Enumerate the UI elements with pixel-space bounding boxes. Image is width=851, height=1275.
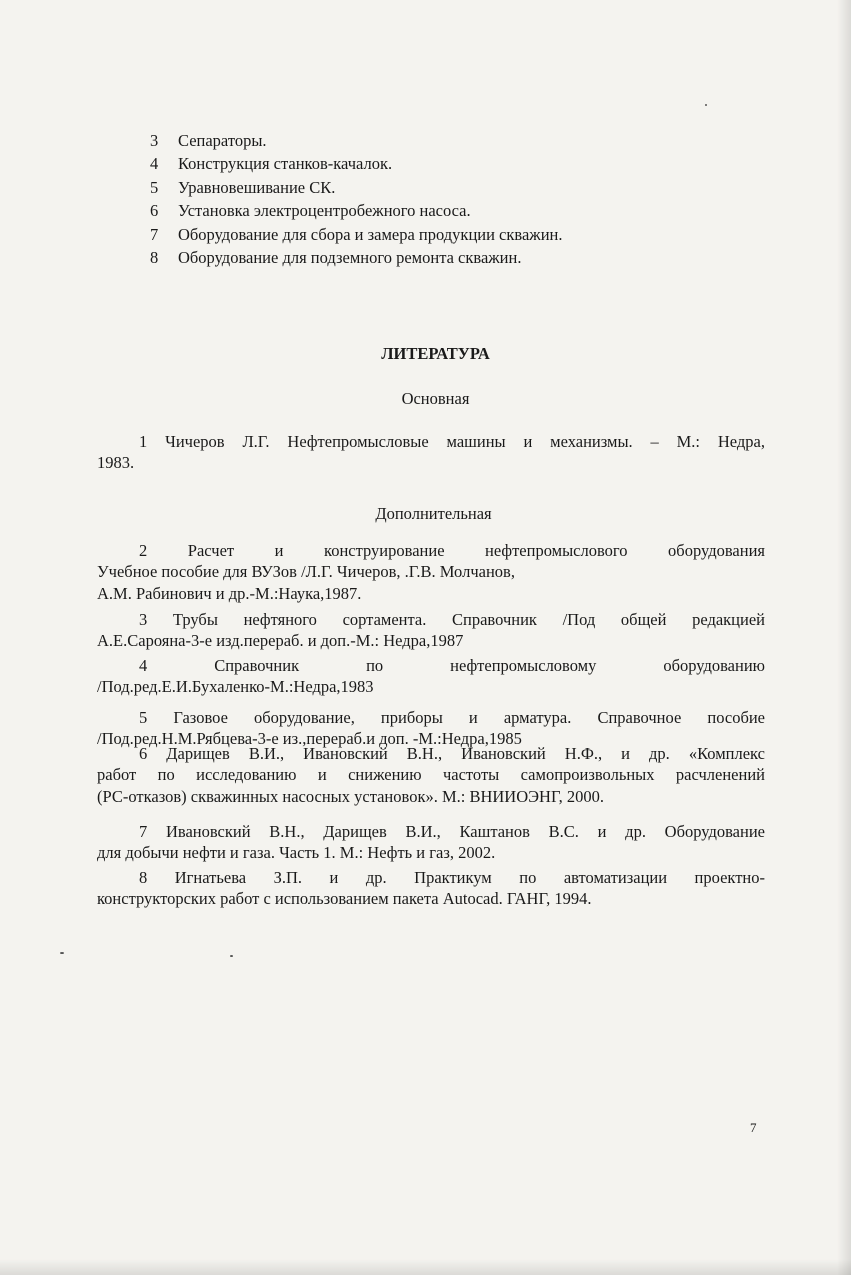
reference-line: 2 Расчет и конструирование нефтепромыслового оборудования bbox=[139, 541, 765, 560]
reference-line: 3 Трубы нефтяного сортамента. Справочник /Под общей редакцией bbox=[139, 610, 765, 629]
reference-line: работ по исследованию и снижению частоты самопроизвольных расчленений bbox=[97, 765, 765, 785]
list-item-text: Сепараторы. bbox=[178, 131, 267, 150]
reference-line: 5 Газовое оборудование, приборы и арматура. Справочное пособие bbox=[139, 708, 765, 727]
reference-line: /Под.ред.Е.И.Бухаленко-М.:Недра,1983 bbox=[97, 677, 374, 697]
reference-item bbox=[97, 867, 765, 910]
reference-line: для добычи нефти и газа. Часть 1. М.: Нефть и газ, 2002. bbox=[97, 843, 496, 863]
page-edge-shadow bbox=[0, 1259, 851, 1275]
reference-line: /Под.ред.Н.М.Рябцева-3-е из.,перераб.и доп. -М.:Недра,1985 bbox=[97, 729, 522, 749]
list-item bbox=[150, 152, 710, 175]
list-item bbox=[150, 223, 710, 246]
list-item-number: 4 bbox=[150, 154, 159, 174]
list-item-number: 6 bbox=[150, 201, 159, 221]
reference-item bbox=[97, 609, 765, 652]
list-item-text: Установка электроцентробежного насоса. bbox=[178, 201, 471, 221]
scan-speck bbox=[60, 952, 64, 954]
reference-line: 7 Ивановский В.Н., Дарищев В.И., Каштанов В.С. и др. Оборудование bbox=[139, 822, 765, 841]
list-item-number: 5 bbox=[150, 177, 159, 197]
list-item bbox=[150, 129, 710, 152]
scan-speck bbox=[705, 104, 707, 106]
topic-list bbox=[150, 129, 710, 269]
reference-line: А.Е.Сарояна-3-е изд.перераб. и доп.-М.: Недра,1987 bbox=[97, 631, 464, 651]
list-item-number: 7 bbox=[150, 224, 159, 244]
list-item bbox=[150, 176, 710, 199]
reference-item bbox=[97, 540, 765, 604]
list-item bbox=[150, 199, 710, 222]
reference-line: 8 Игнатьева З.П. и др. Практикум по автоматизации проектно- bbox=[139, 868, 765, 887]
reference-line: Учебное пособие для ВУЗов /Л.Г. Чичеров, .Г.В. Молчанов, bbox=[97, 562, 515, 582]
main-literature-heading: Основная bbox=[401, 389, 470, 408]
reference-item bbox=[97, 431, 765, 474]
additional-literature-heading: Дополнительная bbox=[375, 504, 492, 523]
scan-speck bbox=[230, 955, 233, 957]
reference-line: 6 Дарищев В.И., Ивановский В.Н., Ивановский Н.Ф., и др. «Комплекс bbox=[139, 744, 765, 763]
list-item-text: Уравновешивание СК. bbox=[178, 177, 336, 197]
literature-heading: ЛИТЕРАТУРА bbox=[381, 344, 490, 363]
list-item-text: Конструкция станков-качалок. bbox=[178, 154, 393, 174]
reference-item bbox=[97, 743, 765, 807]
reference-line: А.М. Рабинович и др.-М.:Наука,1987. bbox=[97, 583, 362, 603]
list-item-text: Оборудование для сбора и замера продукции скважин. bbox=[178, 224, 563, 244]
reference-line: 4 Справочник по нефтепромысловому оборудованию bbox=[139, 656, 765, 675]
list-item-number: 8 bbox=[150, 248, 159, 268]
page-edge-shadow bbox=[837, 0, 851, 1275]
reference-line: конструкторских работ с использованием пакета Autocad. ГАНГ, 1994. bbox=[97, 889, 592, 909]
reference-item bbox=[97, 821, 765, 864]
reference-line: 1983. bbox=[97, 453, 135, 473]
reference-item bbox=[97, 655, 765, 698]
list-item-number: 3 bbox=[150, 131, 159, 150]
reference-line: (РС-отказов) скважинных насосных установок». М.: ВНИИОЭНГ, 2000. bbox=[97, 786, 604, 806]
list-item bbox=[150, 246, 710, 269]
page-number: 7 bbox=[750, 1120, 757, 1135]
list-item-text: Оборудование для подземного ремонта скважин. bbox=[178, 248, 522, 268]
reference-line: 1 Чичеров Л.Г. Нефтепромысловые машины и механизмы. – М.: Недра, bbox=[139, 432, 765, 451]
